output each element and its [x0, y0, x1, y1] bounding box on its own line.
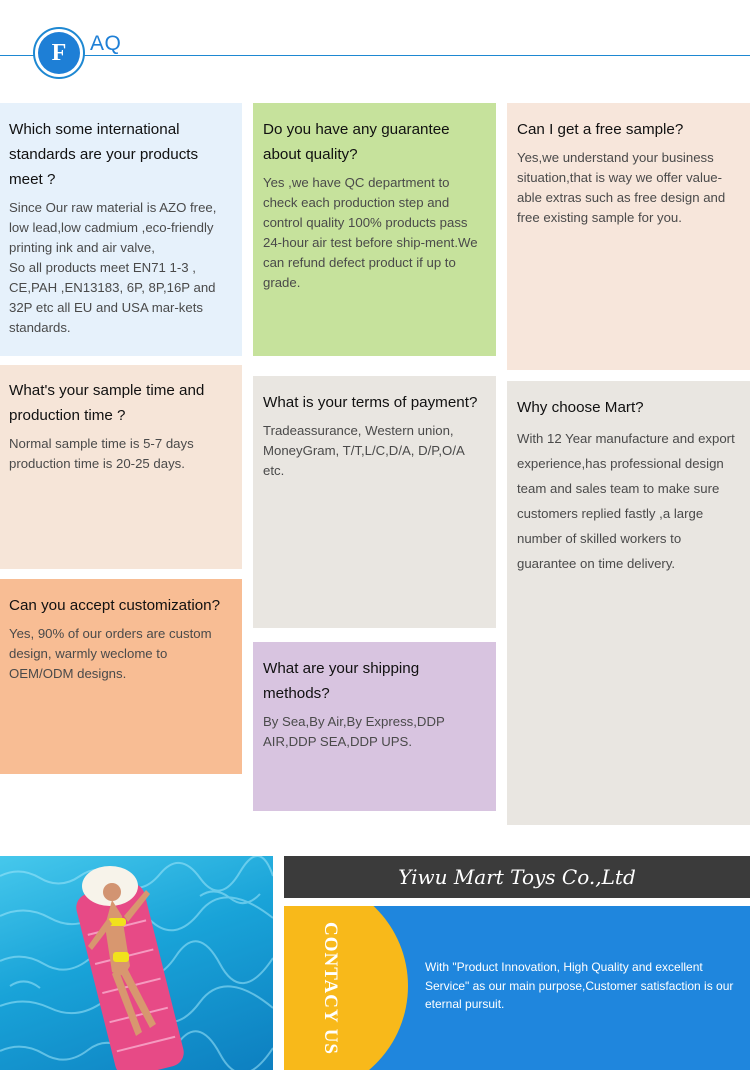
faq-question: What are your shipping methods? — [263, 660, 420, 702]
faq-card-why-choose — [507, 381, 750, 825]
faq-card-sample-time — [0, 365, 242, 569]
faq-card-standards — [0, 103, 242, 356]
pool-illustration — [0, 856, 273, 1070]
faq-answer: Yes,we understand your business situation,that is way we offer value-able extras such as free design and free existing sample for you. — [517, 150, 726, 225]
faq-answer: By Sea,By Air,By Express,DDP AIR,DDP SEA,DDP UPS. — [263, 714, 445, 749]
faq-answer: Yes ,we have QC department to check each production step and control quality 100% products pass 24-hour air test before ship-ment.We can refund defect product if up to grade. — [263, 175, 478, 290]
faq-answer: Since Our raw material is AZO free, low lead,low cadmium ,eco-friendly printing ink and air valve, So all products meet EN71 1-3 , CE,PAH ,EN13183, 6P, 8P,16P and 32P etc all EU and USA mar-kets standards. — [9, 200, 217, 335]
contact-yellow-circle — [284, 906, 408, 1070]
faq-answer: Yes, 90% of our orders are custom design, warmly weclome to OEM/ODM designs. — [9, 626, 212, 681]
faq-answer: Normal sample time is 5-7 days production time is 20-25 days. — [9, 436, 194, 471]
faq-answer: With 12 Year manufacture and export experience,has professional design team and sales team to make sure customers replied fastly ,a large number of skilled workers to guarantee on time delivery. — [517, 431, 735, 571]
faq-question: Why choose Mart? — [517, 399, 644, 416]
faq-card-customization — [0, 579, 242, 774]
faq-card-free-sample — [507, 103, 750, 370]
company-mission-text: With "Product Innovation, High Quality and excellent Service" as our main purpose,Customer satisfaction is our eternal pursuit. — [425, 960, 734, 1011]
page-title: AQ — [90, 32, 122, 55]
faq-answer: Tradeassurance, Western union, MoneyGram, T/T,L/C,D/A, D/P,O/A etc. — [263, 423, 465, 478]
faq-question: Can you accept customization? — [9, 597, 221, 614]
faq-card-payment — [253, 376, 496, 628]
faq-question: Do you have any guarantee about quality? — [263, 121, 450, 163]
faq-card-guarantee — [253, 103, 496, 356]
pool-lifestyle-photo — [0, 856, 273, 1070]
faq-logo-icon: F — [38, 32, 80, 74]
faq-card-shipping — [253, 642, 496, 811]
contact-us-label: CONTACY US — [320, 921, 341, 1055]
company-name-banner: Yiwu Mart Toys Co.,Ltd — [284, 856, 750, 898]
faq-question: Which some international standards are your products meet ? — [9, 121, 199, 188]
faq-question: What's your sample time and production time ? — [9, 382, 205, 424]
faq-question: What is your terms of payment? — [263, 394, 478, 411]
contact-panel — [284, 906, 750, 1070]
faq-question: Can I get a free sample? — [517, 121, 684, 138]
